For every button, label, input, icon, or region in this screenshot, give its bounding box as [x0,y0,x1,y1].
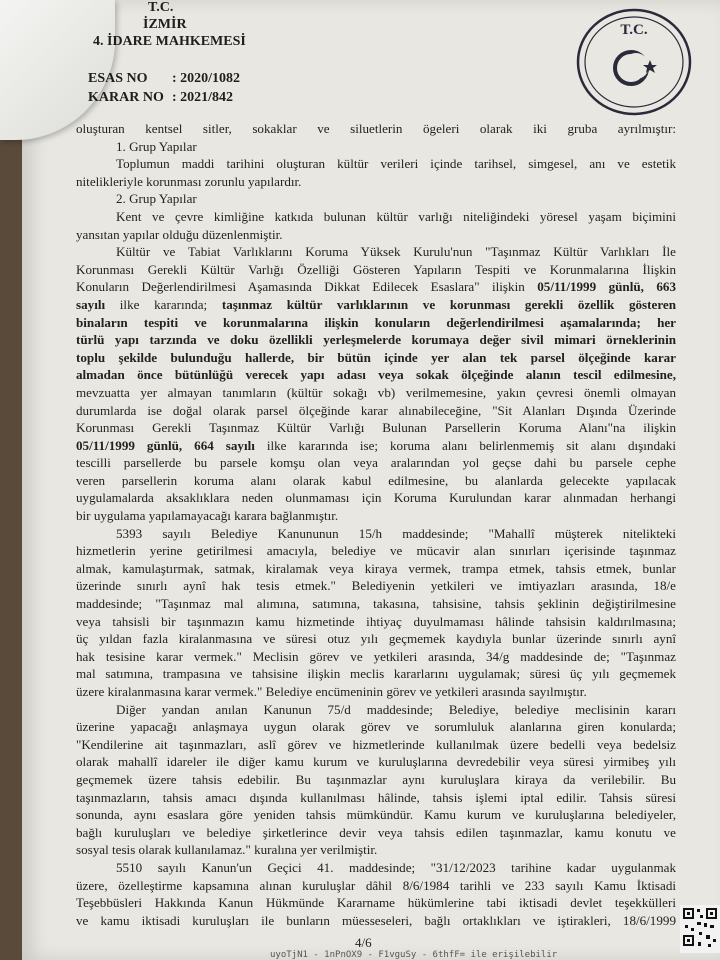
verification-code: uyoTjN1 - 1nPnOX9 - F1vguSy - 6thfF= ile erişilebilir [270,950,558,960]
body-line [76,437,676,455]
body-line: Toplumun maddi tarihini oluşturan kültür verileri içinde tarihsel, simgesel, anı ve estetik [116,156,676,172]
body-line [76,366,676,384]
body-line: nitelikleriyle korunması zorunlu yapılardır. [76,173,302,189]
body-line: ve kamu iktisadi kuruluşları ile bunların müesseseleri, bağlı ortaklıkları ve iştirakleri, 18/6/1999 [76,912,676,928]
body-bold-text: almadan önce bütünlüğü verecek yapı adası veya sokak ölçeğinde alanın tescil edilmesine, [76,367,676,383]
body-line: Korunması Gerekli Kültür Varlığı Özelliği Gösteren Yapıların Tespiti ve Korunmalarına İlişkin [76,261,676,277]
body-line: üzere kiralanmasına karar vermek." Belediye encümeninin görev ve yetkileri arasında sayılmıştır. [76,684,587,699]
body-line [76,278,676,296]
body-line [76,314,676,332]
esas-number-row [88,71,240,87]
karar-number-row [88,90,233,106]
body-line: maddesinde; "Taşınmaz mal alımına, satımına, takasına, tahsisine, tahsis şeklinin değiştirilmesine [76,596,676,612]
body-line: taşınmazların, tahsis amacı dışında kullanılması hâlinde, tahsis işlemi iptal edilir. Tahsis süresi [76,789,676,805]
body-bold-text: 05/11/1999 günlü, 663 [537,279,676,295]
body-line: sonunda, aynı esaslara göre yeniden tahsis mümkündür. Kamu kurum ve kuruluşlarına belediyeler, [76,807,676,823]
body-line: 1. Grup Yapılar [116,138,197,154]
body-line: uygulamalarda aksaklıklara neden olunmaması için Koruma Kurulundan karar alınmadan herhangi [76,490,676,506]
body-line: mal satımına, trampasına ve tahsisine ilişkin meclis kararlarını uygulamak; süresi üç yılı geçmemek [76,666,676,682]
header-city: İZMİR [143,17,187,32]
body-bold-text: türlü yapı tarzında ve doku özellikli yerleşmelerde korumaya değer sivil mimari örneklerinin [76,332,676,348]
document-body [76,120,676,929]
body-line: tescilli parsellerde bu parsele komşu olan veya aralarından yol geçse dahi bu parsele cephe [76,455,676,471]
body-text: ilke kararında ise; koruma alanı belirlenmemiş sit alanı dışındaki [254,437,676,453]
body-line: Kültür ve Tabiat Varlıklarını Koruma Yüksek Kurulu'nun "Taşınmaz Kültür Varlıkları İle [116,244,676,260]
body-line [76,331,676,349]
karar-label: KARAR NO [88,90,164,105]
esas-value: : 2020/1082 [172,71,241,86]
body-line: mevzuatta yer almayan tanımların (kültür sokağı vb) verilmemesine, yakın çevresi önemli olmayan [76,384,676,400]
body-line: veren parsellerin koruma alanı olarak kabul edilmesine, bu alanlarda gelecekte yapılacak [76,472,676,488]
body-line: bağlı kuruluşları ve belediye şirketlerince devir veya tahsis edilen taşınmazlar, kamu konutu ve [76,824,676,840]
body-line [76,349,676,367]
body-bold-text: sayılı [76,296,106,312]
body-line: Kent ve çevre kimliğine katkıda bulunan kültür varlığı niteliğindeki yöresel yaşam biçimini [116,208,676,224]
body-bold-text: toplu şekilde bulunduğu hallerde, bir bütün içinde yer alan tek parsel ölçeğinde karar [76,349,676,365]
body-line: 5510 sayılı Kanun'un Geçici 41. maddesinde; "31/12/2023 tarihine kadar uygulanmak [116,859,676,875]
seal-text: T.C. [620,22,648,38]
body-line: üç yıldan fazla kiralanmasına ve süresi otuz yılı geçmemek kaydıyla bunlar üzerinde sınırlı aynî [76,631,676,647]
body-bold-text: 05/11/1999 günlü, 664 sayılı [76,437,255,453]
body-text: ilke kararında; [105,296,222,312]
body-line [76,296,676,314]
body-line: hizmetlerin yerine getirilmesi amacıyla, belediye ve mücavir alan sınırları içerisinde taşınmaz [76,543,676,559]
body-line: üzere, özelleştirme kapsamına alınan kuruluşlar dâhil 8/6/1984 tarihli ve 233 sayılı Kamu İktisadi [76,877,676,893]
body-text: Konuların Değerlendirilmesi Aşamasında Dikkat Edilecek Esaslara" ilişkin [76,279,538,295]
body-line: geçmemek üzere tahsis edebilir. Bu taşınmazlar aynı kuruluşlara kiraya da verilebilir. Bu [76,771,676,787]
body-line: almak, kamulaştırmak, satmak, kiralamak veya kiraya vermek, trampa etmek, tahsis etmek, bunlar [76,560,676,576]
court-seal-stamp [574,6,694,118]
karar-value: : 2021/842 [172,90,234,105]
body-line: bir uygulama yapılamayacağı karara bağlanmıştır. [76,508,339,524]
header-court-name: 4. İDARE MAHKEMESİ [93,34,246,49]
body-line: "Kendilerine ait taşınmazları, aslî görev ve hizmetlerinde kullanılmak üzere bedelli veya bedelsiz [76,736,676,752]
body-line: üzerinde sınırlı aynî hak tesis etmek." Belediyenin yetkileri ve imtiyazları arasında, 18/e [76,578,676,594]
body-line: Diğer yandan anılan Kanunun 75/d maddesinde; Belediye, belediye meclisinin kararı [116,701,676,717]
body-line: Korunması Gerekli Taşınmaz Kültür Varlığı Bulunan Parsellerin Koruma Alanı"na ilişkin [76,420,676,436]
body-line: durumlarda ise doğal olarak parsel ölçeğinde karar alınabileceğine, "Sit Alanları Dışında Üzerinde [76,402,676,418]
body-line: olarak mahallî idareler ile diğer kamu kurum ve kuruluşlarına devredebilir veya süresi yirmibeş yılı [76,754,676,770]
body-line: 2. Grup Yapılar [116,191,197,207]
body-line: üzerine yapacağı anlaşmaya uygun olarak görev ve sorumluluk alanlarına giren konularda; [76,719,676,735]
body-line: sosyal tesis olarak kullanılamaz." kuralına yer verilmiştir. [76,842,378,858]
body-bold-text: binaların tespiti ve korunmalarına ilişkin konuların değerlendirilmesi aşamalarında; her [76,314,676,330]
qr-code-icon [680,905,720,953]
body-line: veya tahsisli bir taşınmazın kamu hizmetinde ihtiyaç duyulmaması hâlinde tahsisin kaldırılmasına; [76,613,676,629]
esas-label: ESAS NO [88,71,148,86]
body-line: hak tesisine karar vermek." Meclisin görev ve yetkileri arasında, 34/g maddesinde de; "Taşınmaz [76,648,676,664]
body-line: Teşebbüsleri Hakkında Kanun Hükmünde Kararname hükümlerine tabi iktisadi devlet teşekkülleri [76,895,676,911]
header-tc: T.C. [148,0,174,15]
body-line: yansıtan yapılar olduğu düzenlenmiştir. [76,226,283,242]
body-bold-text: taşınmaz kültür varlıklarının ve korunması gerekli özellik gösteren [221,296,676,312]
page-number: 4/6 [355,935,372,950]
body-line: oluşturan kentsel sitler, sokaklar ve siluetlerin ögeleri olarak iki gruba ayrılmıştır: [76,121,676,136]
body-line: 5393 sayılı Belediye Kanununun 15/h maddesinde; "Mahallî müşterek nitelikteki [116,525,676,541]
